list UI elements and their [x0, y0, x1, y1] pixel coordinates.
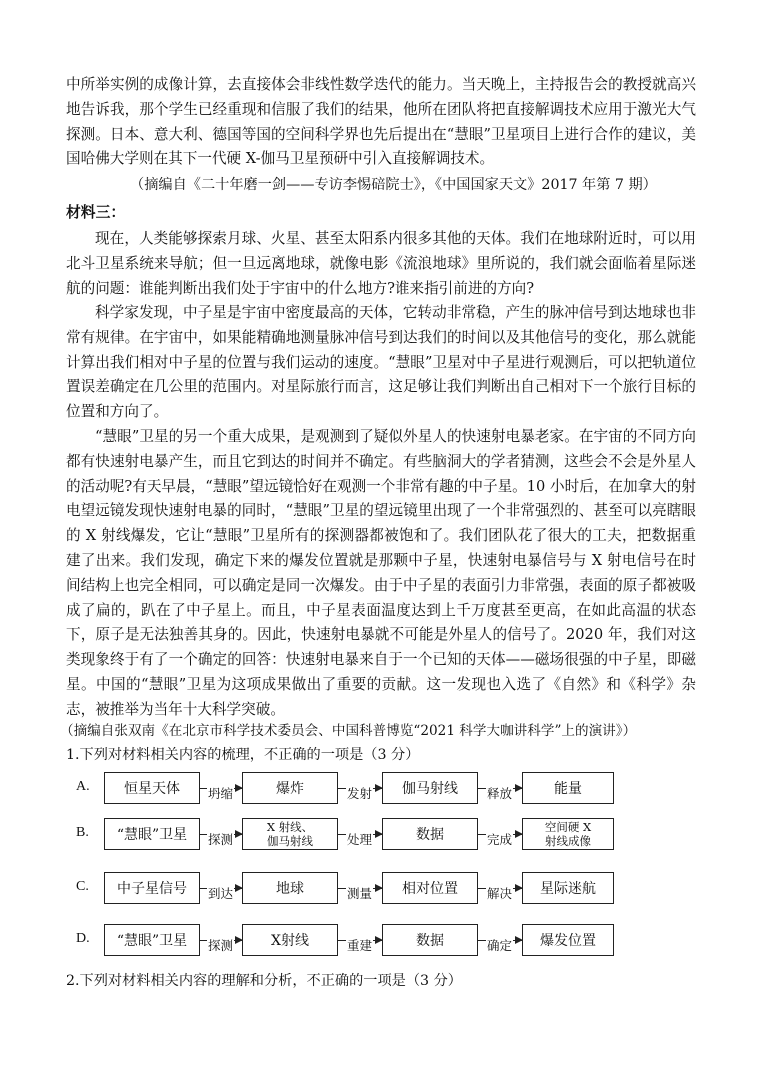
source-citation-2: （摘编自张双南《在北京市科学技术委员会、中国科普博览“2021 科学大咖讲科学”上的演讲》） — [60, 723, 637, 739]
option-label: A. — [76, 779, 90, 794]
option-b-flow — [0, 818, 760, 852]
flow-box: 恒星天体 — [104, 772, 200, 804]
arrow-label: 探测 — [208, 938, 234, 953]
flow-box: “慧眼”卫星 — [104, 924, 200, 956]
flow-box: 数据 — [382, 924, 478, 956]
flow-box: 地球 — [242, 872, 338, 904]
flow-box: 相对位置 — [382, 872, 478, 904]
material-three-paragraph-1: 现在，人类能够探索月球、火星、甚至太阳系内很多其他的天体。我们在地球附近时，可以用北斗卫星系统来导航；但一旦远离地球，就像电影《流浪地球》里所说的，我们就会面临着星际迷航的问题：谁能判断出我们处于宇宙中的什么地方?谁来指引前进的方向? — [66, 230, 696, 297]
flow-box: X射线 — [242, 924, 338, 956]
flow-arrow — [478, 886, 522, 901]
flow-arrow — [338, 938, 382, 953]
arrow-label: 解决 — [487, 886, 513, 901]
flow-arrow — [200, 786, 242, 801]
option-label: C. — [76, 879, 89, 894]
option-label: B. — [76, 825, 89, 840]
flow-box: 中子星信号 — [104, 872, 200, 904]
flow-box: 爆炸 — [242, 772, 338, 804]
material-three-heading: 材料三： — [66, 204, 126, 221]
arrow-label: 确定 — [487, 938, 513, 953]
flow-arrow — [200, 938, 242, 953]
question-2-stem: 2.下列对材料相关内容的理解和分析，不正确的一项是（3 分） — [66, 973, 462, 989]
question-1-stem: 1.下列对材料相关内容的梳理，不正确的一项是（3 分） — [66, 747, 420, 763]
flow-arrow — [338, 832, 382, 847]
material-two-tail: 中所举实例的成像计算，去直接体会非线性数学迭代的能力。当天晚上，主持报告会的教授就高兴地告诉我，那个学生已经重现和信服了我们的结果，他所在团队将把直接解调技术应用于激光大气探测。日本、意大利、德国等国的空间科学界也先后提出在“慧眼”卫星项目上进行合作的建议，美国哈佛大学则在其下一代硬 X-伽马卫星预研中引入直接解调技术。 — [66, 76, 696, 168]
flow-box: 空间硬 X 射线成像 — [522, 818, 614, 850]
flow-arrow — [338, 786, 382, 801]
arrow-label: 完成 — [487, 832, 513, 847]
option-d-flow — [0, 924, 760, 958]
option-label: D. — [76, 931, 90, 946]
flow-arrow — [478, 938, 522, 953]
flow-box: 伽马射线 — [382, 772, 478, 804]
flow-box: 能量 — [522, 772, 614, 804]
flow-box: X 射线、 伽马射线 — [242, 818, 338, 850]
arrow-label: 处理 — [347, 832, 373, 847]
arrow-label: 重建 — [347, 938, 373, 953]
arrow-label: 坍缩 — [208, 786, 234, 801]
flow-arrow — [200, 886, 242, 901]
flow-arrow — [338, 886, 382, 901]
flow-arrow — [478, 786, 522, 801]
arrow-label: 释放 — [487, 786, 513, 801]
material-three-paragraph-3: “慧眼”卫星的另一个重大成果，是观测到了疑似外星人的快速射电暴老家。在宇宙的不同方向都有快速射电暴产生，而且它到达的时间并不确定。有些脑洞大的学者猜测，这些会不会是外星人的活动呢?有天早晨，“慧眼”望远镜恰好在观测一个非常有趣的中子星。10 小时后，在加拿大的射电望远镜发现快速射电暴的同时，“慧眼”卫星的望远镜里出现了一个非常强烈的、甚至可以亮瞎眼的 X 射线爆发，它让“慧眼”卫星所有的探测器都被饱和了。我们团队花了很大的工夫，把数据重建了出来。我们发现，确定下来的爆发位置就是那颗中子星，快速射电暴信号与 X 射电信号在时间结构上也完全相同，可以确定是同一次爆发。由于中子星的表面引力非常强，表面的原子都被吸成了扁的，趴在了中子星上。而且，中子星表面温度达到上千万度甚至更高，在如此高温的状态下，原子是无法独善其身的。因此，快速射电暴就不可能是外星人的信号了。2020 年，我们对这类现象终于有了一个确定的回答：快速射电暴来自于一个已知的天体——磁场很强的中子星，即磁星。中国的“慧眼”卫星为这项成果做出了重要的贡献。这一发现也入选了《自然》和《科学》杂志，被推举为当年十大科学突破。 — [66, 428, 696, 718]
source-citation-1: （摘编自《二十年磨一剑——专访李惕碚院士》，《中国国家天文》2017 年第 7 期） — [130, 177, 657, 193]
arrow-label: 探测 — [208, 832, 234, 847]
arrow-label: 发射 — [347, 786, 373, 801]
flow-box: 爆发位置 — [522, 924, 614, 956]
arrow-label: 到达 — [208, 886, 234, 901]
flow-box: 星际迷航 — [522, 872, 614, 904]
option-a-flow — [0, 772, 760, 806]
arrow-label: 测量 — [347, 886, 373, 901]
flow-box: 数据 — [382, 818, 478, 850]
flow-arrow — [200, 832, 242, 847]
flow-arrow — [478, 832, 522, 847]
material-three-paragraph-2: 科学家发现，中子星是宇宙中密度最高的天体，它转动非常稳，产生的脉冲信号到达地球也非常有规律。在宇宙中，如果能精确地测量脉冲信号到达我们的时间以及其他信号的变化，那么就能计算出我们相对中子星的位置与我们运动的速度。“慧眼”卫星对中子星进行观测后，可以把轨道位置误差确定在几公里的范围内。对星际旅行而言，这足够让我们判断出自己相对下一个旅行目标的位置和方向了。 — [66, 304, 696, 421]
flow-box: “慧眼”卫星 — [104, 818, 200, 850]
option-c-flow — [0, 872, 760, 906]
